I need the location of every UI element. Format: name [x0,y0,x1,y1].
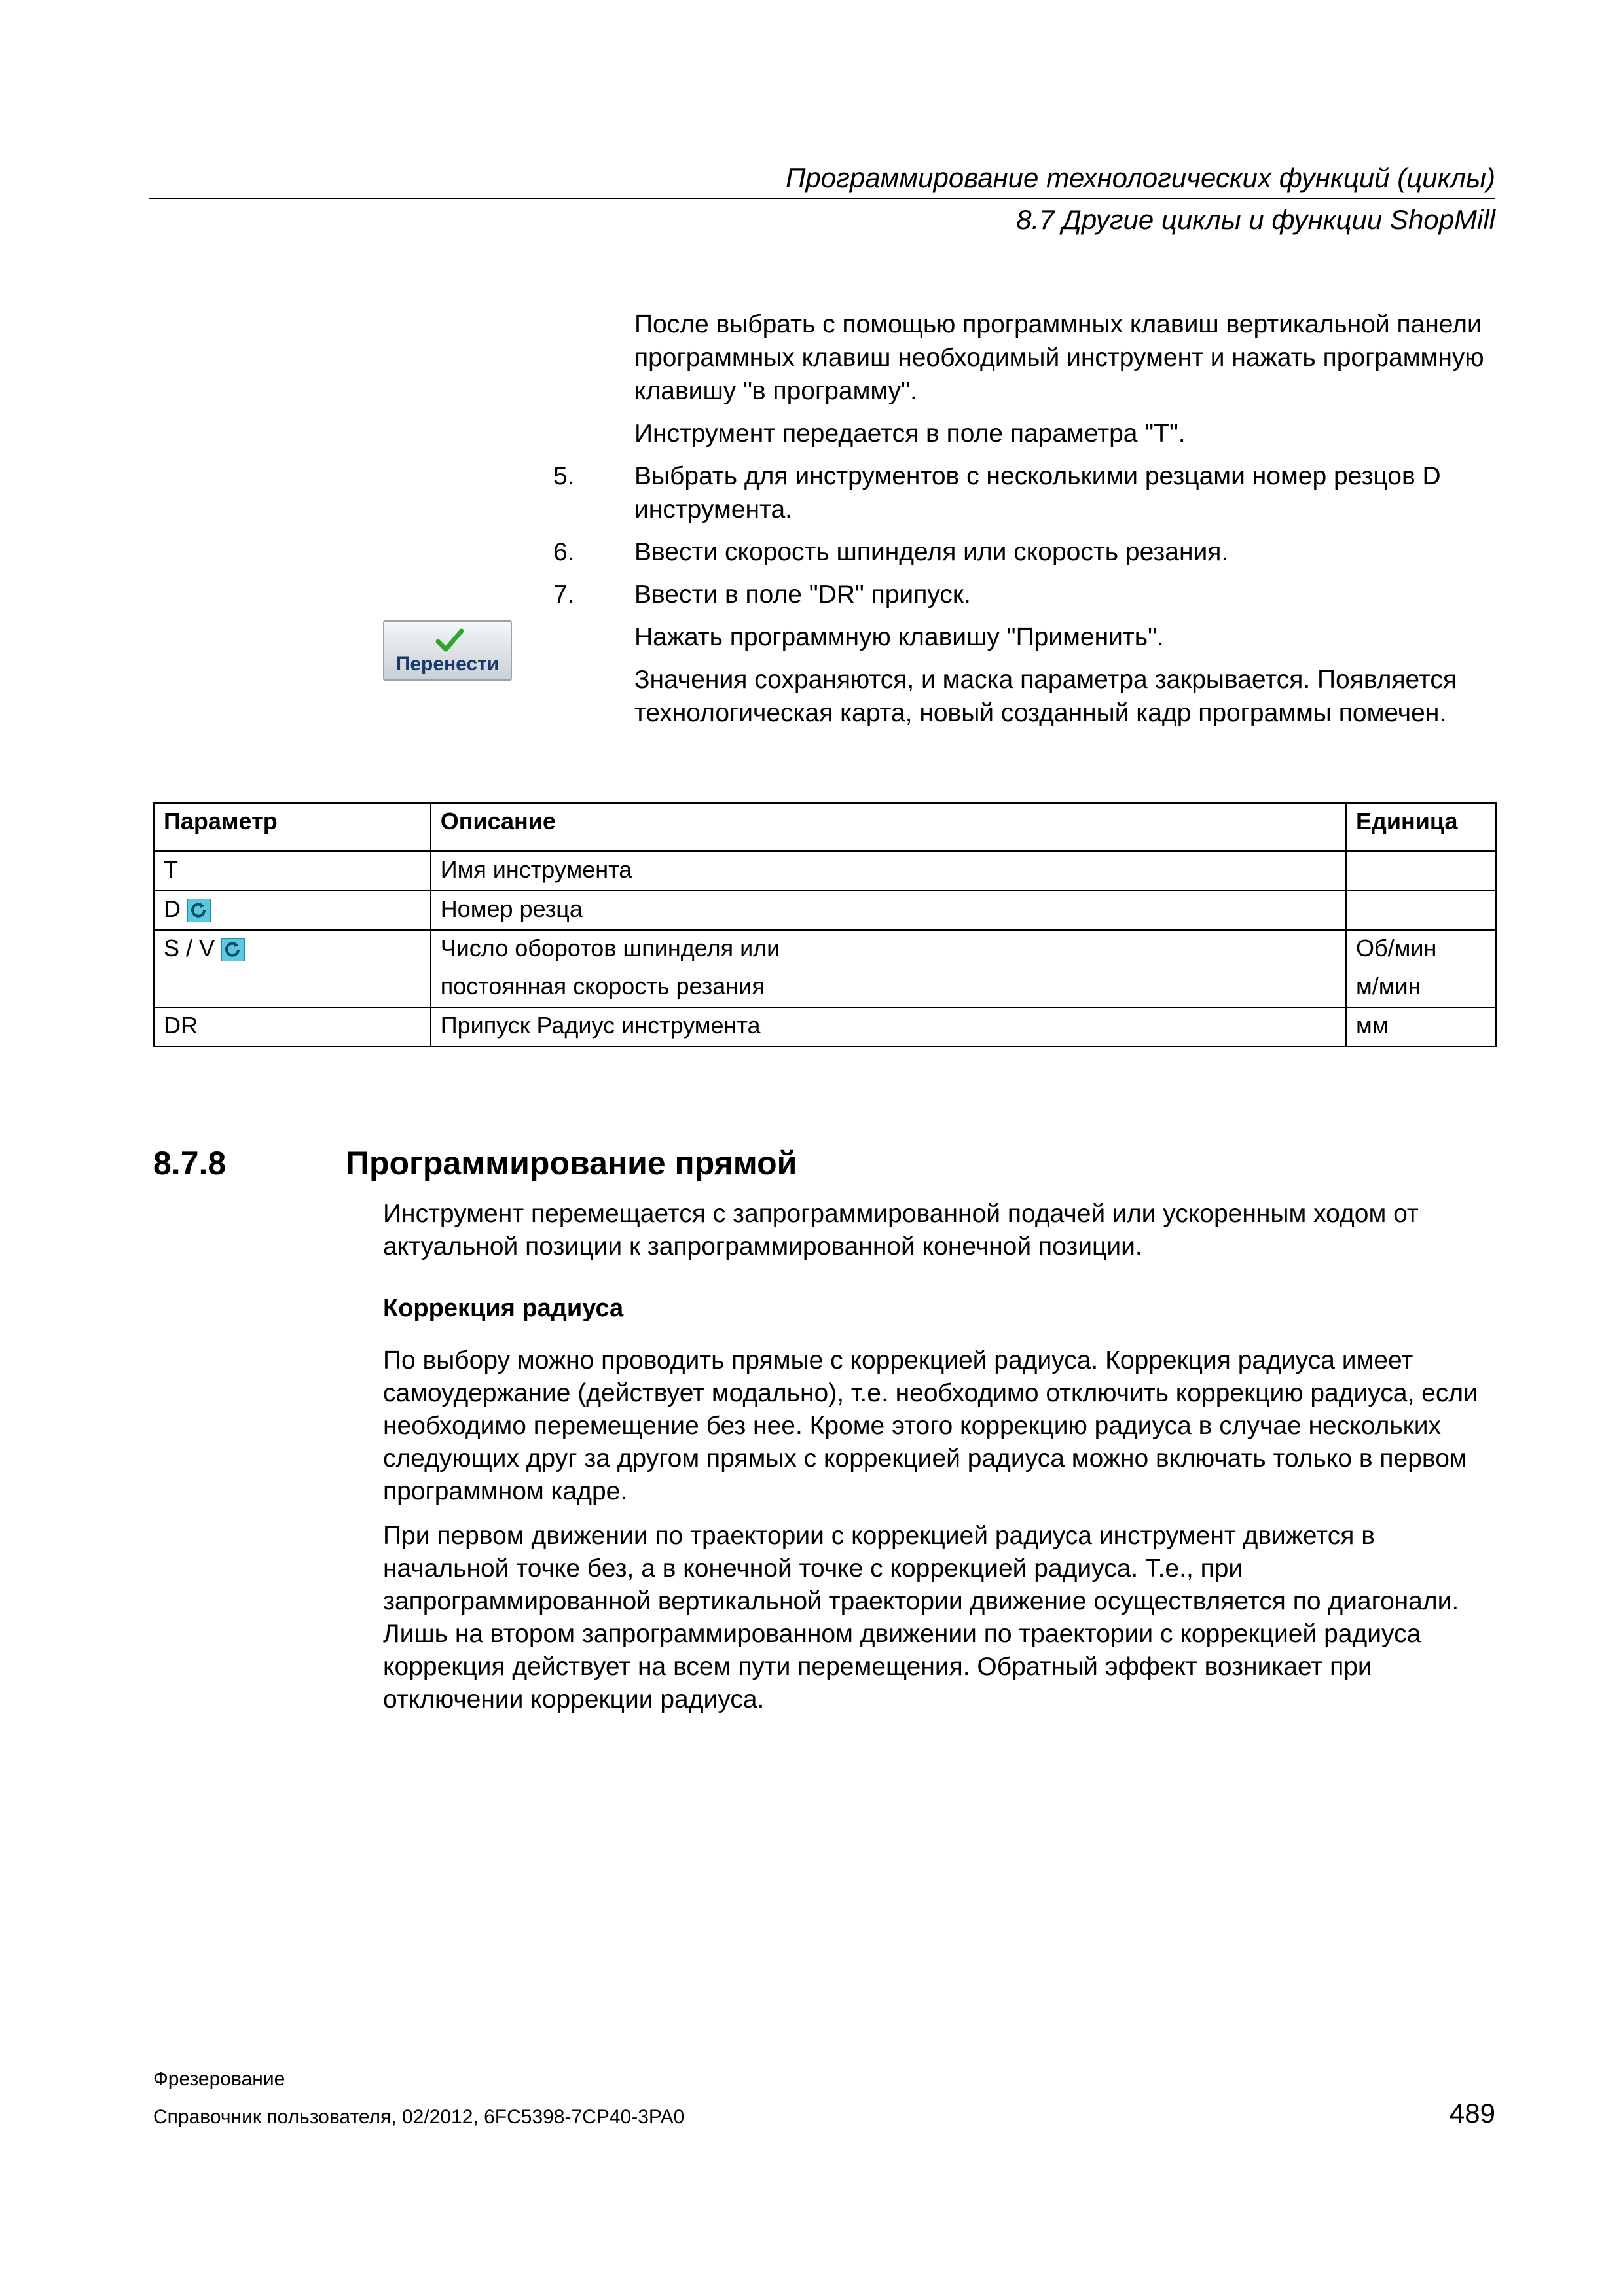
table-row [154,969,1496,1007]
desc-cell: Припуск Радиус инструмента [431,1007,1346,1047]
step-text: Значения сохраняются, и маска параметра закрывается. Появляется технологическая карта, новый созданный кадр программы помечен. [634,666,1457,727]
column-header-description: Описание [431,803,1346,851]
desc-cell: постоянная скорость резания [431,969,1346,1007]
unit-cell [1346,851,1496,891]
step-item [553,620,1503,654]
transfer-softkey-image [383,620,512,681]
step-item [553,417,1503,450]
param-cell [154,851,431,891]
footer-manual-info: Справочник пользователя, 02/2012, 6FC5398-7CP40-3PA0 [153,2106,685,2128]
table-row [154,891,1496,930]
param-cell [154,891,431,930]
paragraph-radius-2: При первом движении по траектории с коррекцией радиуса инструмент движется в начальной точке без, а в конечной точке с коррекцией радиуса. Т.е., при запрограммированной вертикальной траектории движение осуществляется по диагонали. Лишь на втором запрограммированном движении по траектории с коррекцией радиуса коррекция действует на всем пути перемещения. Обратный эффект возникает при отключении коррекции радиуса. [383,1522,1459,1713]
param-cell: DR [154,1007,431,1047]
param-cell [154,969,431,1007]
param-name: T [164,856,178,883]
step-number [553,663,634,730]
param-name: D [164,895,181,922]
desc-cell: Номер резца [431,891,1346,930]
step-text: Ввести скорость шпинделя или скорость резания. [634,538,1229,566]
step-item [553,308,1503,408]
step-text: Ввести в поле "DR" припуск. [634,581,971,609]
table-row [154,1007,1496,1047]
step-text: Выбрать для инструментов с несколькими резцами номер резцов D инструмента. [634,462,1441,524]
param-name: S / V [164,935,215,961]
column-header-parameter: Параметр [154,803,431,851]
procedure-steps [553,308,1503,739]
param-cell [154,930,431,969]
parameter-table [153,802,1497,1047]
header-chapter: Программирование технологических функций (циклы) [785,162,1495,193]
toggle-icon [187,899,211,922]
step-item [553,663,1503,730]
desc-cell: Имя инструмента [431,851,1346,891]
footer-manual-type: Фрезерование [153,2068,285,2090]
step-item [553,535,1503,569]
softkey-label: Перенести [395,653,500,675]
step-item [553,578,1503,611]
subheading-radius-correction: Коррекция радиуса [383,1295,624,1322]
column-header-unit: Единица [1346,803,1496,851]
step-number: 6. [553,538,575,566]
step-text: Нажать программную клавишу "Применить". [634,623,1164,651]
unit-cell: Об/мин [1346,930,1496,969]
desc-cell: Число оборотов шпинделя или [431,930,1346,969]
step-number [553,308,634,408]
toggle-icon [221,938,245,961]
page-number: 489 [1449,2098,1495,2128]
unit-cell: мм [1346,1007,1496,1047]
header-divider [149,198,1495,199]
step-number: 7. [553,581,575,609]
step-text: Инструмент передается в поле параметра "Т". [634,420,1186,448]
unit-cell [1346,891,1496,930]
checkmark-icon [435,627,464,653]
table-row [154,930,1496,969]
step-number: 5. [553,462,575,490]
section-intro: Инструмент перемещается с запрограммированной подачей или ускоренным ходом от актуальной позиции к запрограммированной конечной позиции. [383,1200,1419,1261]
step-number [553,417,634,450]
section-title: Программирование прямой [346,1145,797,1181]
step-item [553,459,1503,526]
header-section: 8.7 Другие циклы и функции ShopMill [1016,204,1495,235]
section-number: 8.7.8 [153,1145,227,1181]
paragraph-radius-1: По выбору можно проводить прямые с коррекцией радиуса. Коррекция радиуса имеет самоудержание (действует модально), т.е. необходимо отключить коррекцию радиуса, если необходимо перемещение без нее. Кроме этого коррекцию радиуса в случае нескольких следующих друг за другом прямых с коррекцией радиуса можно включать только в первом программном кадре. [383,1346,1478,1505]
unit-cell: м/мин [1346,969,1496,1007]
table-header-row [154,803,1496,851]
step-number [553,620,634,654]
step-text: После выбрать с помощью программных клавиш вертикальной панели программных клавиш необходимый инструмент и нажать программную клавишу "в программу". [634,310,1484,405]
table-row [154,851,1496,891]
